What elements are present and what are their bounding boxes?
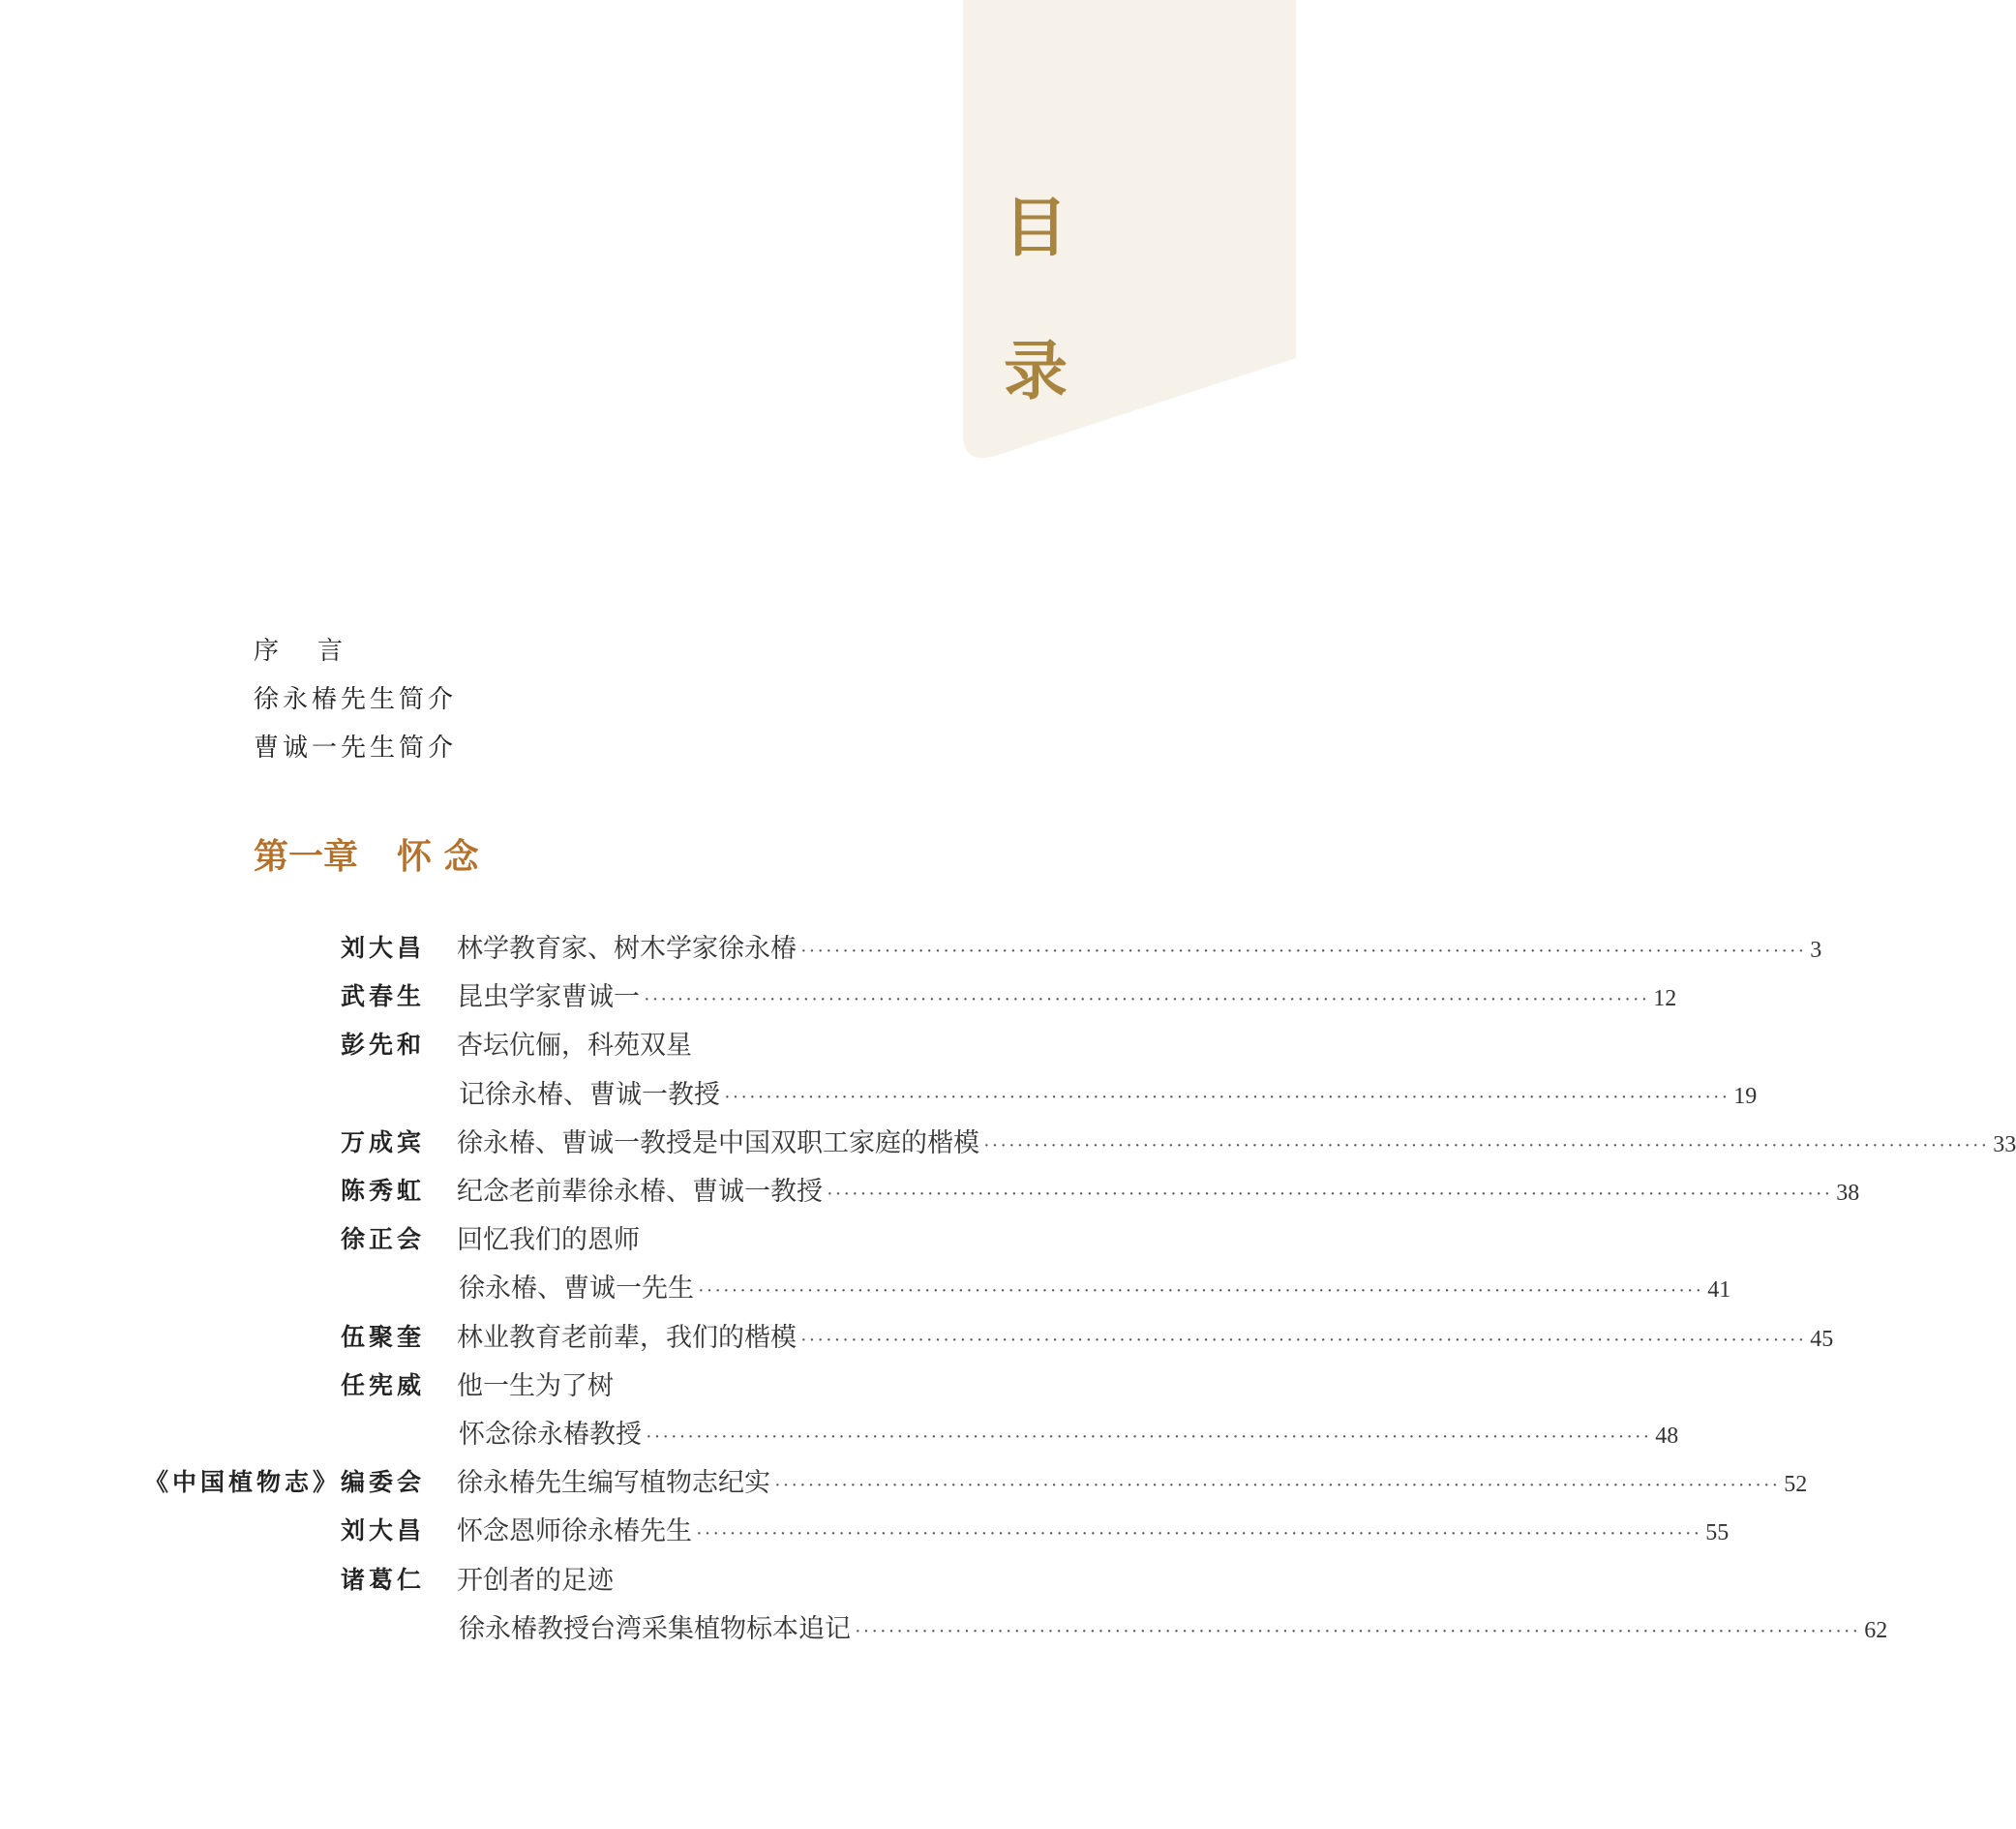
toc-page-number: 38 (1836, 1181, 1860, 1206)
toc-subtitle-line (457, 1272, 1731, 1307)
chapter-title: 怀 念 (397, 836, 479, 877)
toc-author: 任宪威 (340, 1371, 425, 1399)
toc-title-line (457, 1321, 1834, 1357)
preface-char-2: 言 (317, 637, 347, 666)
toc-subtitle-line (457, 1612, 1888, 1648)
dot-leader: ························································································································ (774, 1475, 1781, 1496)
toc-page-number: 33 (1993, 1132, 2016, 1157)
front-matter-xu-bio[interactable]: 徐永椿先生简介 (254, 685, 458, 714)
dot-leader: ························································································································ (644, 989, 1650, 1010)
toc-subtitle: 徐永椿教授台湾采集植物标本追记 (459, 1614, 851, 1643)
toc-title: 昆虫学家曹诚一 (457, 982, 640, 1011)
toc-title: 杏坛伉俪，科苑双星 (457, 1031, 692, 1060)
toc-author: 徐正会 (340, 1225, 425, 1253)
toc-title-line (457, 1369, 1069, 1402)
toc-title: 开创者的足迹 (457, 1566, 614, 1595)
toc-row[interactable] (0, 980, 1677, 1013)
heading-char-2: 录 (1004, 333, 1068, 408)
dot-leader: ························································································································ (646, 1426, 1652, 1448)
toc-row[interactable] (0, 1272, 1731, 1304)
preface-char-1: 序 (254, 637, 284, 666)
toc-page-number: 45 (1810, 1327, 1834, 1352)
toc-author: 伍聚奎 (340, 1323, 425, 1351)
toc-row[interactable] (0, 1564, 1296, 1597)
toc-row[interactable] (0, 1126, 2016, 1159)
toc-subtitle: 怀念徐永椿教授 (459, 1420, 642, 1449)
toc-row[interactable] (0, 1514, 1730, 1547)
dot-leader: ························································································································ (696, 1523, 1702, 1544)
toc-title-line (457, 1029, 1069, 1062)
dot-leader: ························································································································ (983, 1135, 1990, 1156)
toc-row[interactable] (0, 932, 1822, 965)
toc-page-number: 41 (1707, 1277, 1731, 1303)
toc-row[interactable] (0, 1321, 1834, 1354)
toc-title-line (457, 1466, 1808, 1502)
heading-char-1: 目 (1004, 190, 1068, 265)
toc-row[interactable] (0, 1223, 1296, 1256)
toc-title: 怀念恩师徐永椿先生 (457, 1516, 692, 1545)
dot-leader: ························································································································ (827, 1184, 1833, 1205)
toc-subtitle: 记徐永椿、曹诚一教授 (459, 1080, 720, 1109)
front-matter-preface[interactable] (254, 639, 346, 664)
toc-author: 彭先和 (340, 1031, 425, 1059)
toc-title-line (457, 1223, 1069, 1256)
toc-row[interactable] (0, 1175, 1860, 1208)
toc-title: 纪念老前辈徐永椿、曹诚一教授 (457, 1177, 823, 1206)
toc-author: 刘大昌 (340, 934, 425, 962)
toc-row[interactable] (0, 1078, 1758, 1111)
toc-title: 徐永椿、曹诚一教授是中国双职工家庭的楷模 (457, 1128, 979, 1157)
toc-subtitle-line (457, 1418, 1679, 1454)
toc-subtitle: 徐永椿、曹诚一先生 (459, 1274, 694, 1303)
toc-title-line (457, 932, 1822, 968)
toc-row[interactable] (0, 1369, 1296, 1402)
toc-author: 武春生 (340, 982, 425, 1010)
toc-title-line (457, 1175, 1860, 1211)
toc-title: 林业教育老前辈，我们的楷模 (457, 1323, 797, 1352)
toc-title: 林学教育家、树木学家徐永椿 (457, 934, 797, 963)
toc-row[interactable] (0, 1466, 1808, 1499)
toc-title-line (457, 980, 1677, 1016)
toc-title-line (457, 1126, 2016, 1162)
toc-page-number: 62 (1864, 1618, 1888, 1643)
front-matter-cao-bio[interactable]: 曹诚一先生简介 (254, 734, 458, 763)
dot-leader: ························································································································ (855, 1621, 1861, 1642)
toc-title: 徐永椿先生编写植物志纪实 (457, 1468, 770, 1497)
chapter-heading (254, 836, 479, 877)
toc-title-line (457, 1514, 1730, 1550)
dot-leader: ························································································································ (800, 941, 1807, 962)
toc-author: 诸葛仁 (340, 1566, 425, 1594)
toc-title: 回忆我们的恩师 (457, 1225, 640, 1254)
dot-leader: ························································································································ (724, 1087, 1730, 1108)
toc-title: 他一生为了树 (457, 1371, 614, 1400)
toc-title-line (457, 1564, 1069, 1597)
toc-author: 万成宾 (340, 1128, 425, 1156)
toc-page-number: 55 (1705, 1520, 1730, 1545)
chapter-number: 第一章 (254, 836, 359, 877)
toc-page-number: 12 (1653, 986, 1677, 1011)
dot-leader: ························································································································ (800, 1330, 1807, 1351)
toc-page-number: 19 (1733, 1084, 1758, 1109)
toc-author: 《中国植物志》编委会 (143, 1468, 425, 1496)
toc-author: 陈秀虹 (340, 1177, 425, 1205)
dot-leader: ························································································································ (698, 1280, 1704, 1302)
toc-subtitle-line (457, 1078, 1758, 1114)
toc-row[interactable] (0, 1029, 1296, 1062)
toc-row[interactable] (0, 1418, 1679, 1451)
toc-page-number: 52 (1784, 1472, 1808, 1497)
toc-row[interactable] (0, 1612, 1888, 1645)
toc-author: 刘大昌 (340, 1516, 425, 1544)
toc-page-number: 48 (1655, 1424, 1679, 1449)
toc-page-number: 3 (1810, 938, 1822, 963)
